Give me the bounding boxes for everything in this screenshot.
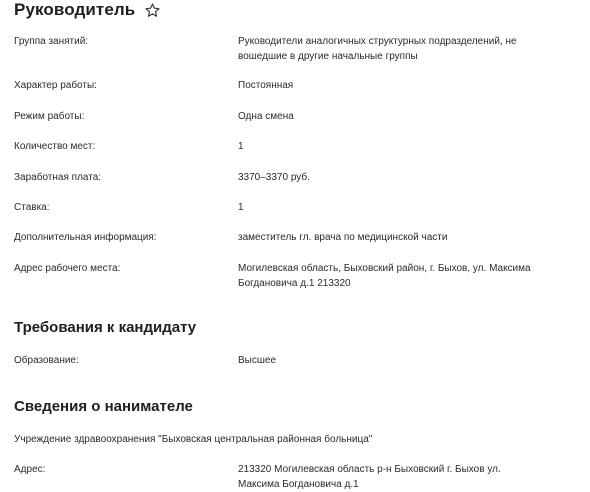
detail-label: Ставка: [14,202,50,213]
detail-value: заместитель гл. врача по медицинской части [238,232,448,243]
detail-value: 1 [238,141,244,152]
requirement-label: Образование: [14,355,79,366]
detail-value: Одна смена [238,111,294,122]
page-title: Руководитель [14,0,136,19]
detail-label: Группа занятий: [14,36,89,47]
employer-label: Адрес: [14,464,46,475]
detail-label: Дополнительная информация: [14,232,157,243]
detail-value: Могилевская область, Быховский район, г. Быхов, ул. Максима Богдановича д.1 213320 [238,263,531,289]
detail-label: Характер работы: [14,80,97,91]
detail-value: 3370–3370 руб. [238,172,310,183]
star-outline-icon[interactable] [143,1,161,19]
title-row [14,0,161,23]
requirement-value: Высшее [238,355,277,366]
detail-label: Количество мест: [14,141,96,152]
employer-value: 213320 Могилевская область р-н Быховский г. Быхов ул. Максима Богдановича д.1 [238,464,501,490]
employer-name: Учреждение здравоохранения "Быховская центральная районная больница" [14,434,373,445]
employer-section-title: Сведения о нанимателе [14,398,193,415]
detail-label: Адрес рабочего места: [14,263,121,274]
detail-label: Режим работы: [14,111,85,122]
detail-value: Постоянная [238,80,294,91]
detail-value: 1 [238,202,244,213]
detail-label: Заработная плата: [14,172,102,183]
requirements-section-title: Требования к кандидату [14,319,197,336]
detail-value: Руководители аналогичных структурных подразделений, не вошедшие в другие начальные группы [238,36,517,62]
